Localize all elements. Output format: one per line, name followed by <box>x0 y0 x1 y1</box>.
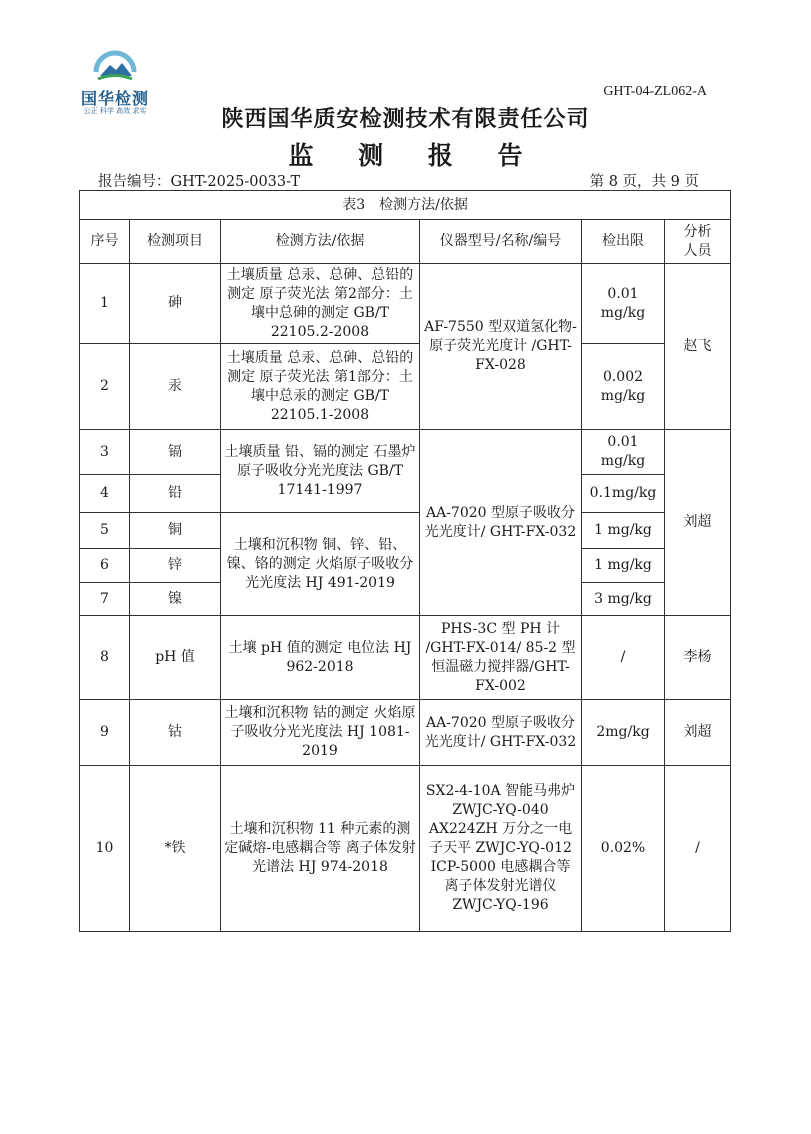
row-method: 土壤和沉积物 11 种元素的测定碱熔-电感耦合等 离子体发射光谱法 HJ 974-2018 <box>221 766 420 932</box>
header-limit: 检出限 <box>582 220 665 264</box>
row-no: 1 <box>80 264 130 344</box>
company-name: 陕西国华质安检测技术有限责任公司 <box>221 107 590 132</box>
row-no: 6 <box>80 549 130 583</box>
report-title: 监 测 报 告 <box>288 141 541 170</box>
row-method: 土壤质量 总汞、总砷、总铅的测定 原子荧光法 第2部分：土壤中总砷的测定 GB/T 22105.2-2008 <box>221 264 420 344</box>
row-limit: 0.01 mg/kg <box>582 430 665 475</box>
row-item: pH 值 <box>130 616 221 700</box>
header-analyst: 分析人员 <box>665 220 731 264</box>
row-limit: 0.01 mg/kg <box>582 264 665 344</box>
row-no: 3 <box>80 430 130 475</box>
table-header-row <box>80 220 731 264</box>
table-row <box>80 344 731 430</box>
row-limit: 0.02% <box>582 766 665 932</box>
row-item: 砷 <box>130 264 221 344</box>
row-item: 钴 <box>130 700 221 766</box>
row-instrument: AA-7020 型原子吸收分光光度计/ GHT-FX-032 <box>420 700 582 766</box>
row-limit: 0.002 mg/kg <box>582 344 665 430</box>
instrument-cd-ni: AA-7020 型原子吸收分光光度计/ GHT-FX-032 <box>420 430 582 616</box>
row-limit: 0.1mg/kg <box>582 475 665 513</box>
mountain-logo-icon <box>90 48 140 86</box>
document-code: GHT-04-ZL062-A <box>603 84 707 99</box>
row-item: 铜 <box>130 513 221 549</box>
row-no: 2 <box>80 344 130 430</box>
table-row <box>80 700 731 766</box>
row-item: 镉 <box>130 430 221 475</box>
row-instrument: SX2-4-10A 智能马弗炉 ZWJC-YQ-040 AX224ZH 万分之一电子天平 ZWJC-YQ-012 ICP-5000 电感耦合等 离子体发射光谱仪 ZWJC-YQ-196 <box>420 766 582 932</box>
table-caption: 表3 检测方法/依据 <box>80 191 731 220</box>
row-method: 土壤 pH 值的测定 电位法 HJ 962-2018 <box>221 616 420 700</box>
table-row <box>80 513 731 549</box>
row-method: 土壤和沉积物 钴的测定 火焰原子吸收分光光度法 HJ 1081-2019 <box>221 700 420 766</box>
table-row <box>80 264 731 344</box>
row-method: 土壤质量 总汞、总砷、总铅的测定 原子荧光法 第1部分：土壤中总汞的测定 GB/T 22105.1-2008 <box>221 344 420 430</box>
row-no: 8 <box>80 616 130 700</box>
row-item: 铅 <box>130 475 221 513</box>
row-item: 镍 <box>130 583 221 616</box>
row-analyst: 李杨 <box>665 616 731 700</box>
row-analyst: 刘超 <box>665 700 731 766</box>
row-instrument: PHS-3C 型 PH 计 /GHT-FX-014/ 85-2 型恒温磁力搅拌器/GHT-FX-002 <box>420 616 582 700</box>
row-no: 5 <box>80 513 130 549</box>
analyst-as-hg: 赵飞 <box>665 264 731 430</box>
row-item: *铁 <box>130 766 221 932</box>
logo-name: 国华检测 <box>80 89 149 108</box>
table-row <box>80 616 731 700</box>
page-info: 第 8 页，共 9 页 <box>589 174 699 190</box>
row-item: 锌 <box>130 549 221 583</box>
row-limit: 3 mg/kg <box>582 583 665 616</box>
row-limit: 1 mg/kg <box>582 549 665 583</box>
instrument-as-hg: AF-7550 型双道氢化物-原子荧光光度计 /GHT-FX-028 <box>420 264 582 430</box>
header-no: 序号 <box>80 220 130 264</box>
row-limit: / <box>582 616 665 700</box>
table-row <box>80 766 731 932</box>
header-item: 检测项目 <box>130 220 221 264</box>
analyst-cd-ni: 刘超 <box>665 430 731 616</box>
row-limit: 1 mg/kg <box>582 513 665 549</box>
header-method: 检测方法/依据 <box>221 220 420 264</box>
logo-slogan: 公正 科学 高效 求实 <box>83 107 147 115</box>
method-cd-pb: 土壤质量 铅、镉的测定 石墨炉原子吸收分光光度法 GB/T 17141-1997 <box>221 430 420 513</box>
row-no: 4 <box>80 475 130 513</box>
row-limit: 2mg/kg <box>582 700 665 766</box>
row-no: 9 <box>80 700 130 766</box>
row-item: 汞 <box>130 344 221 430</box>
table-row <box>80 430 731 475</box>
method-cu-zn-ni: 土壤和沉积物 铜、锌、铅、镍、铬的测定 火焰原子吸收分光光度法 HJ 491-2019 <box>221 513 420 616</box>
row-no: 10 <box>80 766 130 932</box>
report-number: 报告编号：GHT-2025-0033-T <box>98 174 301 190</box>
row-analyst: / <box>665 766 731 932</box>
row-no: 7 <box>80 583 130 616</box>
method-table <box>79 190 731 932</box>
header-instrument: 仪器型号/名称/编号 <box>420 220 582 264</box>
